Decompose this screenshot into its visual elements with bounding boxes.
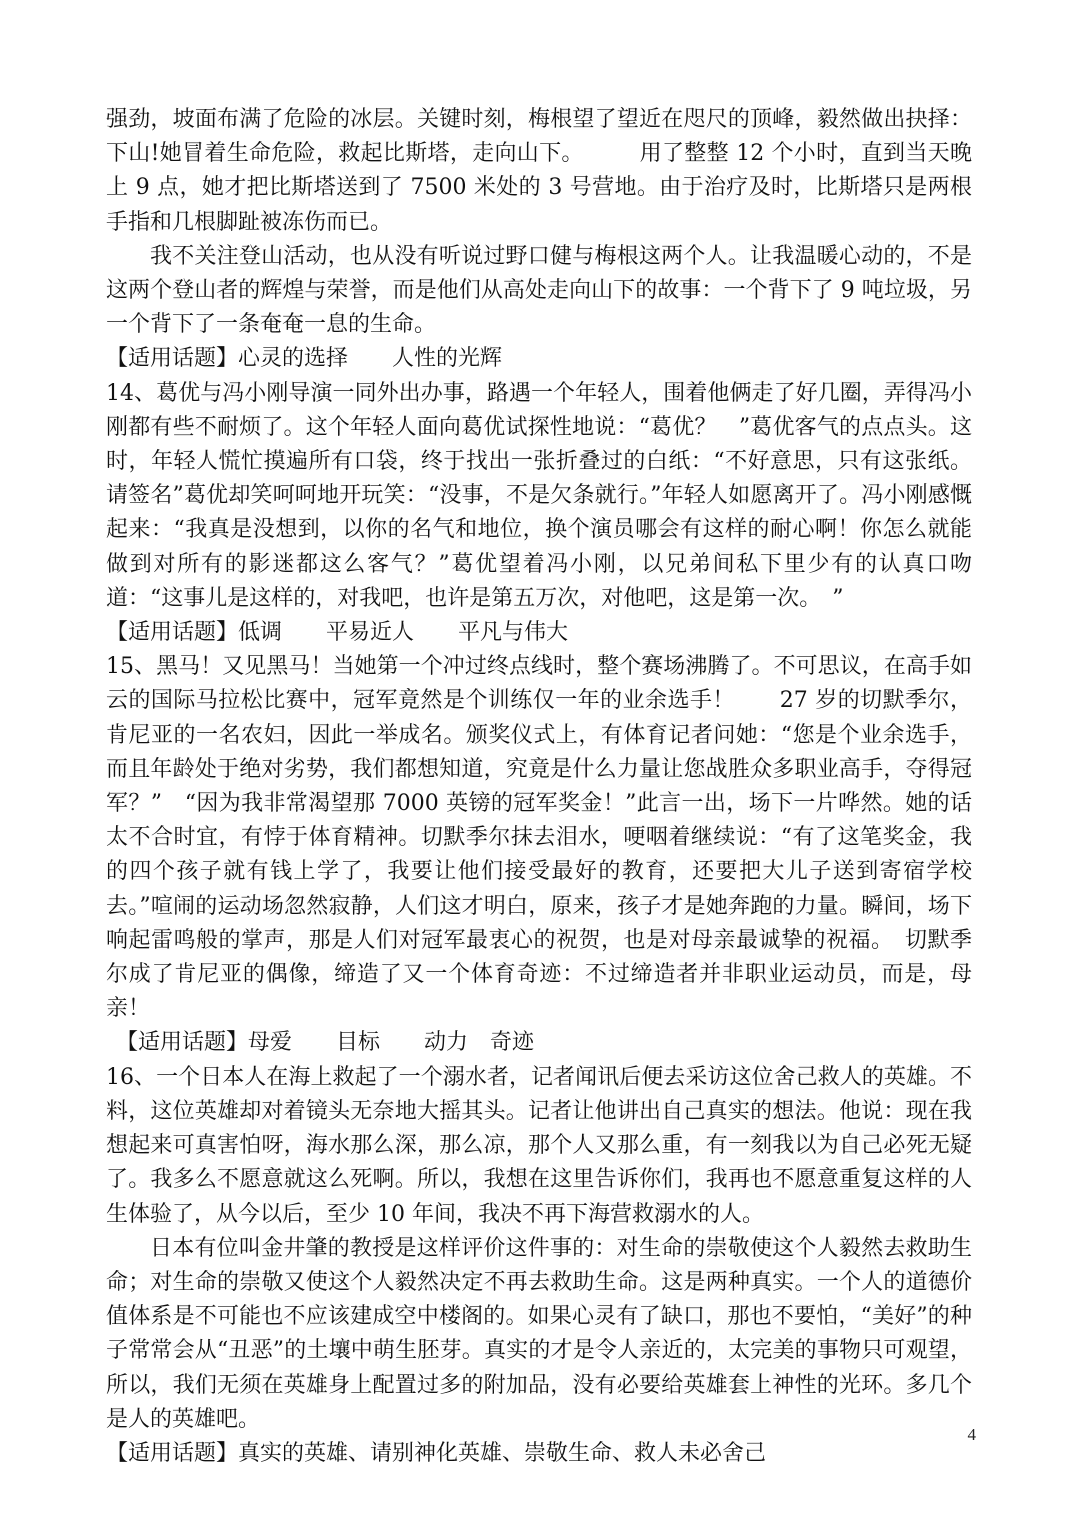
document-page — [106, 103, 972, 1471]
paragraph-15: 15、黑马！又见黑马！当她第一个冲过终点线时，整个赛场沸腾了。不可思议，在高手如云的国际马拉松比赛中，冠军竟然是个训练仅一年的业余选手！ 27 岁的切默季尔，肯尼亚的一名农妇，因此一举成名。颁奖仪式上，有体育记者问她：“您是个业余选手，而且年龄处于绝对劣势，我们都想知道，究竟是什么力量让您战胜众多职业高手，夺得冠军？” “因为我非常渴望那 7000 英镑的冠军奖金！”此言一出，场下一片哗然。她的话太不合时宜，有悖于体育精神。切默季尔抹去泪水，哽咽着继续说：“有了这笔奖金，我的四个孩子就有钱上学了，我要让他们接受最好的教育，还要把大儿子送到寄宿学校去。”喧闹的运动场忽然寂静，人们这才明白，原来，孩子才是她奔跑的力量。瞬间，场下响起雷鸣般的掌声，那是人们对冠军最衷心的祝贺，也是对母亲最诚挚的祝福。 切默季尔成了肯尼亚的偶像，缔造了又一个体育奇迹：不过缔造者并非职业运动员，而是，母亲！ — [106, 654, 973, 1022]
page-number: 4 — [967, 1425, 976, 1444]
paragraph-16: 16、一个日本人在海上救起了一个溺水者，记者闻讯后便去采访这位舍己救人的英雄。不料，这位英雄却对着镜头无奈地大摇其头。记者让他讲出自己真实的想法。他说：现在我想起来可真害怕呀，海水那么深，那么凉，那个人又那么重，有一刻我以为自己必死无疑了。我多么不愿意就这么死啊。所以，我想在这里告诉你们，我再也不愿意重复这样的人生体验了，从今以后，至少 10 年间，我决不再下海营救溺水的人。 — [106, 1064, 972, 1227]
topic-line-16: 【适用话题】真实的英雄、请别神化英雄、崇敬生命、救人未必舍己 — [106, 1440, 767, 1466]
paragraph-rescue-ending: 强劲，坡面布满了危险的冰层。关键时刻，梅根望了望近在咫尺的顶峰，毅然做出抉择：下山!她冒着生命危险，救起比斯塔，走向山下。 用了整整 12 个小时，直到当天晚上 9 点，她才把比斯塔送到了 7500 米处的 3 号营地。由于治疗及时，比斯塔只是两根手指和几根脚趾被冻伤而已。 — [106, 107, 972, 235]
topic-line-14: 【适用话题】低调 平易近人 平凡与伟大 — [106, 620, 569, 646]
paragraph-14: 14、葛优与冯小刚导演一同外出办事，路遇一个年轻人，围着他俩走了好几圈，弄得冯小刚都有些不耐烦了。这个年轻人面向葛优试探性地说：“葛优？ ”葛优客气的点点头。这时，年轻人慌忙摸遍所有口袋，终于找出一张折叠过的白纸：“不好意思，只有这张纸。请签名”葛优却笑呵呵地开玩笑：“没事，不是欠条就行。”年轻人如愿离开了。冯小刚感慨起来：“我真是没想到，以你的名气和地位，换个演员哪会有这样的耐心啊！你怎么就能做到对所有的影迷都这么客气？”葛优望着冯小刚，以兄弟间私下里少有的认真口吻道：“这事儿是这样的，对我吧，也许是第五万次，对他吧，这是第一次。 ” — [106, 380, 972, 611]
paragraph-16-commentary: 日本有位叫金井肇的教授是这样评价这件事的：对生命的崇敬使这个人毅然去救助生命；对生命的崇敬又使这个人毅然决定不再去救助生命。这是两种真实。一个人的道德价值体系是不可能也不应该建成空中楼阁的。如果心灵有了缺口，那也不要怕，“美好”的种子常常会从“丑恶”的土壤中萌生胚芽。真实的才是令人亲近的，太完美的事物只可观望，所以，我们无须在英雄身上配置过多的附加品，没有必要给英雄套上神性的光环。多几个是人的英雄吧。 — [106, 1235, 972, 1432]
topic-line-13: 【适用话题】心灵的选择 人性的光辉 — [106, 346, 503, 372]
paragraph-reflection: 我不关注登山活动，也从没有听说过野口健与梅根这两个人。让我温暖心动的，不是这两个登山者的辉煌与荣誉，而是他们从高处走向山下的故事：一个背下了 9 吨垃圾，另一个背下了一条奄奄一息的生命。 — [106, 243, 972, 338]
topic-line-15: 【适用话题】母爱 目标 动力 奇迹 — [116, 1030, 535, 1056]
